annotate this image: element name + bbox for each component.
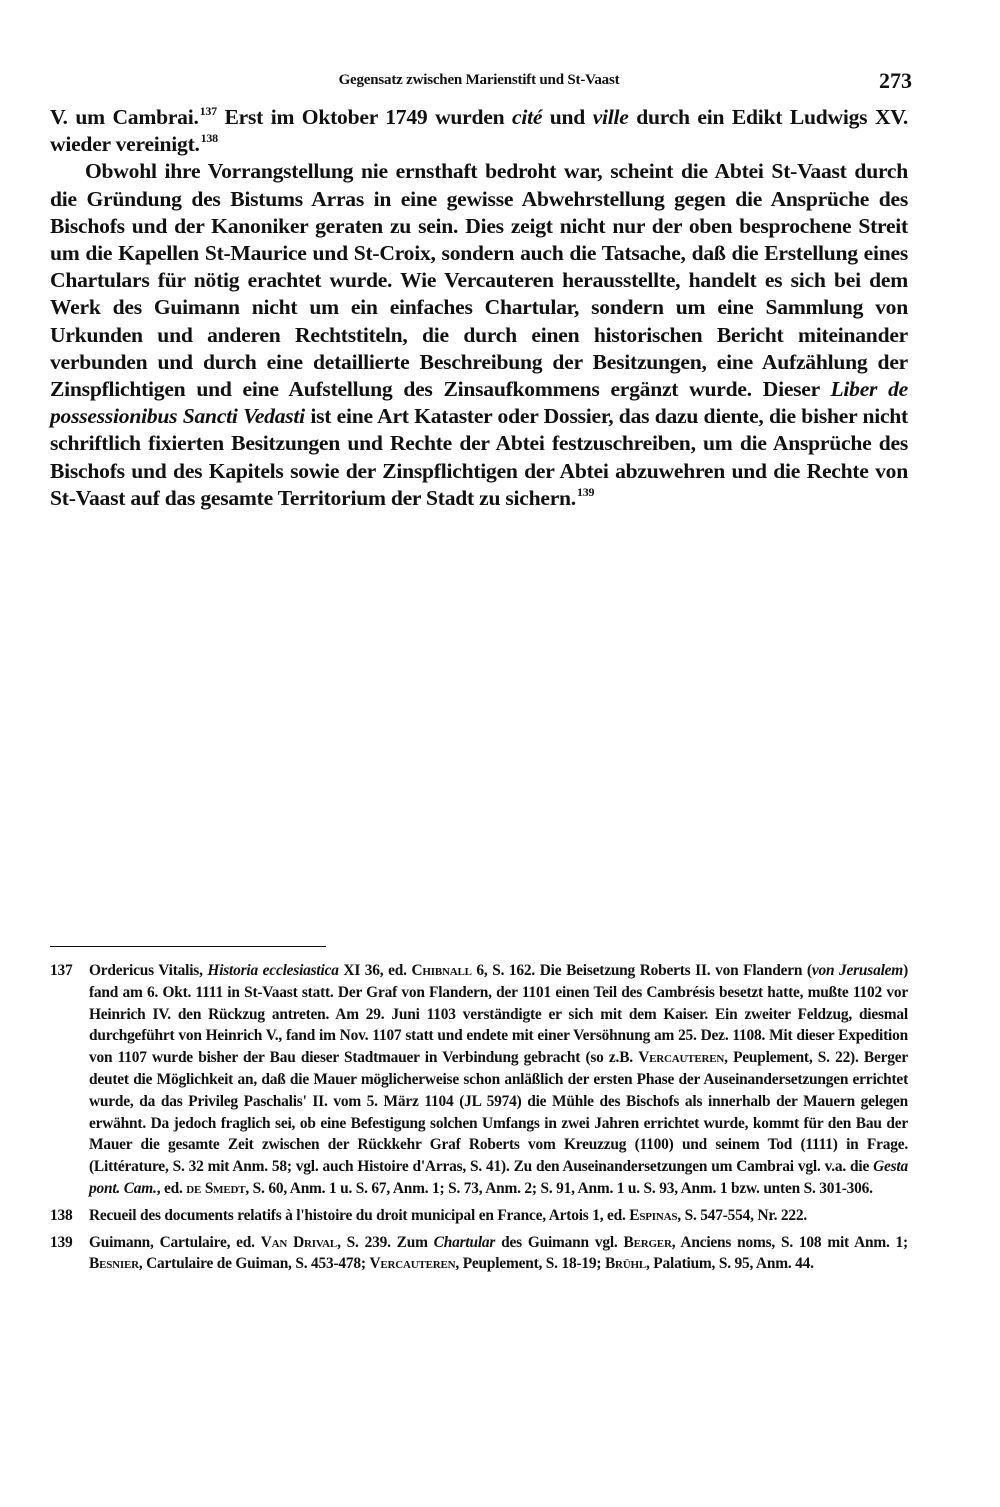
author-name: Besnier xyxy=(89,1255,139,1273)
text-run: , S. 547-554, Nr. 222. xyxy=(677,1206,808,1224)
text-run: , Peuplement, S. 22). Berger deutet die Möglichkeit an, daß die Mauer möglicherweise schon anläßlich der ersten Phase der Auseinandersetzungen errichtet wurde, da das Privileg Paschalis' II. vom 5. März 1104 (JL 5974) die Mühle des Bischofs als innerhalb der Mauern gelegen erwähnt. Da jedoch fraglich sei, ob eine Befestigung solchen Umfangs in zwei Jahren errichtet wurde, kommt für den Bau der Mauer die gesamte Zeit zwischen der Rückkehr Graf Roberts vom Kreuzzug (1100) und seinem Tod (1111) in Frage. (Littérature, S. 32 mit Anm. 58; vgl. auch Histoire d'Arras, S. 41). Zu den Auseinandersetzungen um Cambrai vgl. v.a. die xyxy=(89,1049,908,1176)
italic-text: Chartular xyxy=(433,1233,496,1251)
footnote-text xyxy=(89,1205,908,1227)
text-run: 6, S. 162. Die Beisetzung Roberts II. von Flandern ( xyxy=(471,962,812,979)
footnote-divider xyxy=(50,946,326,947)
author-name: Vercauteren xyxy=(369,1255,456,1273)
footnote-number: 139 xyxy=(50,1233,73,1251)
running-title: Gegensatz zwischen Marienstift und St-Vaast xyxy=(338,72,620,88)
text-run: Guimann, Cartulaire, ed. xyxy=(89,1233,261,1251)
author-name: Berger xyxy=(623,1233,672,1251)
footnote-text xyxy=(89,1232,908,1276)
body-paragraph xyxy=(50,104,908,158)
footnote xyxy=(50,1205,908,1227)
author-name: Espinas xyxy=(629,1206,678,1224)
author-name: Brühl xyxy=(604,1255,646,1273)
text-run: des Guimann vgl. xyxy=(495,1233,624,1251)
author-name: Van Drival xyxy=(260,1233,338,1251)
text-run: , Cartulaire de Guiman, S. 453-478; xyxy=(138,1255,370,1273)
italic-text: cité xyxy=(511,105,543,129)
page xyxy=(50,68,912,512)
footnote-reference: 137 xyxy=(199,104,217,118)
italic-text: von Jerusalem xyxy=(811,962,904,979)
running-head xyxy=(50,68,912,102)
footnote xyxy=(50,1232,908,1276)
text-run: ) fand am 6. Okt. 1111 in St-Vaast statt. Der Graf von Flandern, der 1101 einen Teil des Cambrésis besetzt hatte, mußte 1102 vor Heinrich IV. den Rückzug antreten. Am 29. Juni 1103 verständigte er sich mit dem Kaiser. Ein zweiter Feldzug, diesmal durchgeführt von Heinrich V., fand im Nov. 1107 statt und endete mit einer Versöhnung am 25. Dez. 1108. Mit dieser Expedition von 1107 wurde bisher der Bau dieser Stadtmauer in Verbindung gebracht (so z.B. xyxy=(89,962,908,1067)
author-name: Chibnall xyxy=(411,962,472,979)
footnote-reference: 138 xyxy=(200,131,218,146)
text-run: Ordericus Vitalis, xyxy=(89,962,208,979)
text-run: ist eine Art Kataster oder Dossier, das dazu diente, die bisher nicht schriftlich fixierten Besitzungen und Rechte der Abtei festzuschreiben, um die Ansprüche des Bischofs und des Kapitels sowie der Zinspflichtigen der Abtei abzuwehren und die Rechte von St-Vaast auf das gesamte Territorium der Stadt zu sichern. xyxy=(50,404,908,510)
text-run: , ed. xyxy=(156,1179,187,1197)
text-run: , Palatium, S. 95, Anm. 44. xyxy=(646,1255,814,1273)
text-run: durch ein Edikt Ludwigs XV. wieder vereinigt. xyxy=(50,105,908,157)
page-number: 273 xyxy=(879,68,912,93)
footnote-text xyxy=(89,960,908,1200)
italic-text: Gesta pont. Cam. xyxy=(89,1158,908,1197)
text-run: Obwohl ihre Vorrangstellung nie ernsthaft bedroht war, scheint die Abtei St-Vaast durch die Gründung des Bistums Arras in eine gewisse Abwehrstellung gegen die Ansprüche des Bischofs und der Kanoniker geraten zu sein. Dies zeigt nicht nur der oben besprochene Streit um die Kapellen St-Maurice und St-Croix, sondern auch die Tatsache, daß die Erstellung eines Chartulars für nötig erachtet wurde. Wie Vercauteren herausstellte, handelt es sich bei dem Werk des Guimann nicht um ein einfaches Chartular, sondern um eine Sammlung von Urkunden und anderen Rechtstiteln, die durch einen historischen Bericht miteinander verbunden und durch eine detaillierte Beschreibung der Besitzungen, eine Aufzählung der Zinspflichtigen und eine Aufstellung des Zinsaufkommens ergänzt wurde. Dieser xyxy=(50,159,908,402)
text-run: , S. 239. Zum xyxy=(337,1233,434,1251)
text-run: V. um Cambrai. xyxy=(50,105,199,129)
text-run: , Peuplement, S. 18-19; xyxy=(455,1255,605,1273)
author-name: Vercauteren xyxy=(638,1049,725,1067)
italic-text: ville xyxy=(592,105,629,129)
text-run: , Anciens noms, S. 108 mit Anm. 1; xyxy=(671,1233,908,1251)
footnotes-section xyxy=(50,960,908,1280)
body-paragraph xyxy=(50,158,908,512)
body-text xyxy=(50,104,908,512)
footnote xyxy=(50,960,908,1200)
footnote-number: 137 xyxy=(50,962,73,979)
text-run: XI 36, ed. xyxy=(338,962,412,979)
footnote-number: 138 xyxy=(50,1206,73,1224)
text-run: Erst im Oktober 1749 wurden xyxy=(216,105,512,129)
text-run: Recueil des documents relatifs à l'histoire du droit municipal en France, Artois 1, ed. xyxy=(89,1206,630,1224)
italic-text: Historia ecclesiastica xyxy=(207,962,339,979)
text-run: , S. 60, Anm. 1 u. S. 67, Anm. 1; S. 73, Anm. 2; S. 91, Anm. 1 u. S. 93, Anm. 1 bzw. unten S. 301-306. xyxy=(245,1179,873,1197)
author-name: de Smedt xyxy=(186,1179,246,1197)
text-run: und xyxy=(542,105,593,129)
italic-text: Liber de possessionibus Sancti Vedasti xyxy=(50,377,908,429)
footnote-reference: 139 xyxy=(576,484,595,499)
